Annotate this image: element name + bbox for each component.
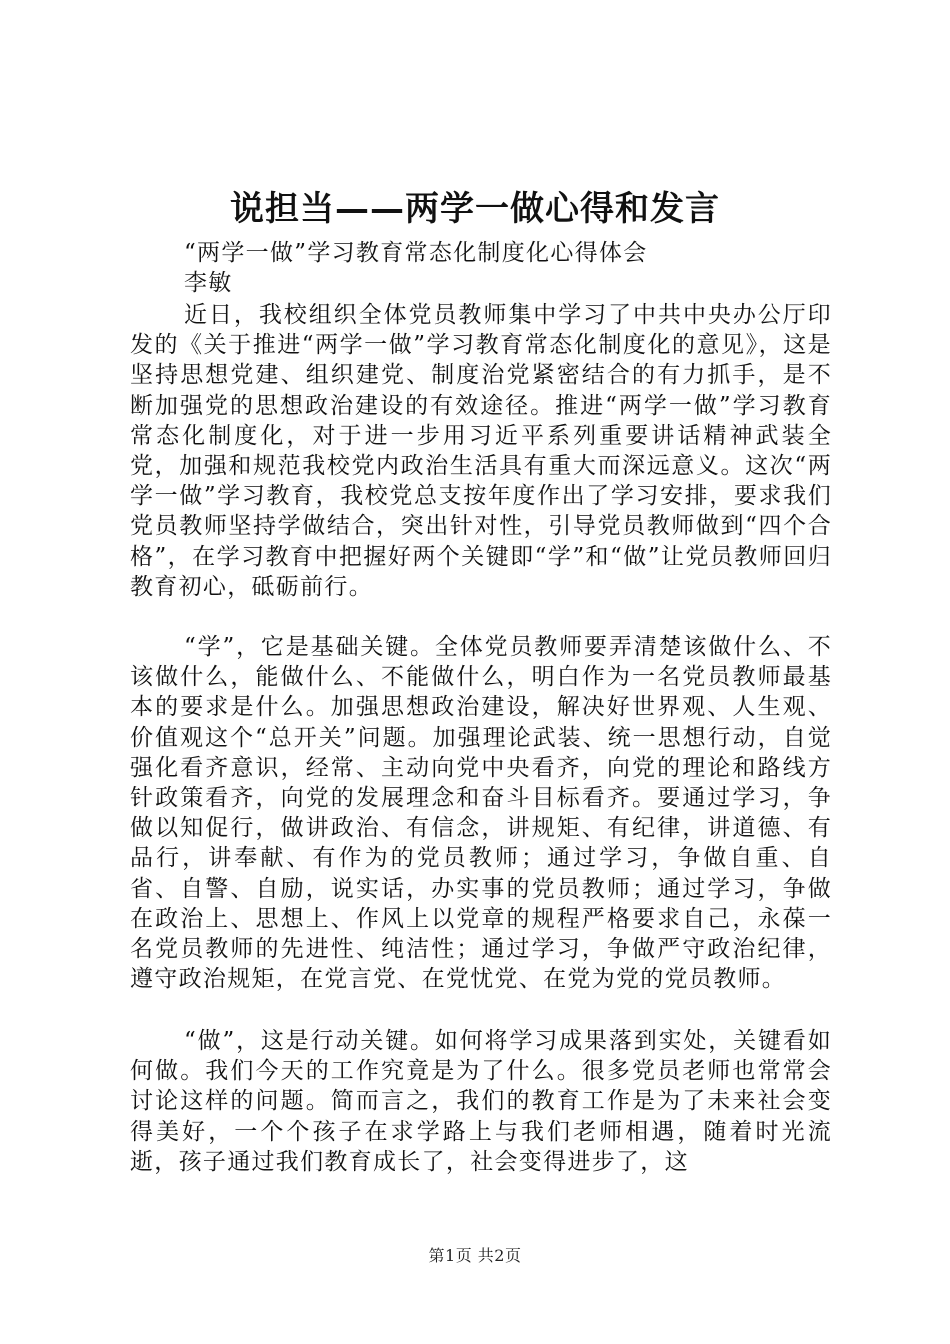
paragraph-intro: 近日，我校组织全体党员教师集中学习了中共中央办公厅印发的《关于推进“两学一做”学习教育常态化制度化的意见》，这是坚持思想党建、组织建党、制度治党紧密结合的有力抓手，是不断加强党的思想政治建设的有效途径。推进“两学一做”学习教育常态化制度化，对于进一步用习近平系列重要讲话精神武装全党，加强和规范我校党内政治生活具有重大而深远意义。这次“两学一做”学习教育，我校党总支按年度作出了学习安排，要求我们党员教师坚持学做结合，突出针对性，引导党员教师做到“四个合格”，在学习教育中把握好两个关键即“学”和“做”让党员教师回归教育初心，砥砺前行。 xyxy=(130,302,832,600)
author-name: 李敏 xyxy=(184,270,233,296)
document-subtitle: “两学一做”学习教育常态化制度化心得体会 xyxy=(184,240,648,266)
paragraph-study: “学”，它是基础关键。全体党员教师要弄清楚该做什么、不该做什么，能做什么、不能做什么，明白作为一名党员教师最基本的要求是什么。加强思想政治建设，解决好世界观、人生观、价值观这个“总开关”问题。加强理论武装、统一思想行动，自觉强化看齐意识，经常、主动向党中央看齐，向党的理论和路线方针政策看齐，向党的发展理念和奋斗目标看齐。要通过学习，争做以知促行，做讲政治、有信念，讲规矩、有纪律，讲道德、有品行，讲奉献、有作为的党员教师；通过学习，争做自重、自省、自警、自励，说实话，办实事的党员教师；通过学习，争做在政治上、思想上、作风上以党章的规程严格要求自己，永葆一名党员教师的先进性、纯洁性；通过学习，争做严守政治纪律，遵守政治规矩，在党言党、在党忧党、在党为党的党员教师。 xyxy=(130,634,832,993)
page-footer: 第1页 共2页 xyxy=(428,1246,522,1265)
paragraph-action: “做”，这是行动关键。如何将学习成果落到实处，关键看如何做。我们今天的工作究竟是为了什么。很多党员老师也常常会讨论这样的问题。简而言之，我们的教育工作是为了未来社会变得美好，一个个孩子在求学路上与我们老师相遇，随着时光流逝，孩子通过我们教育成长了，社会变得进步了，这 xyxy=(130,1028,832,1175)
document-title: 说担当——两学一做心得和发言 xyxy=(230,189,720,229)
